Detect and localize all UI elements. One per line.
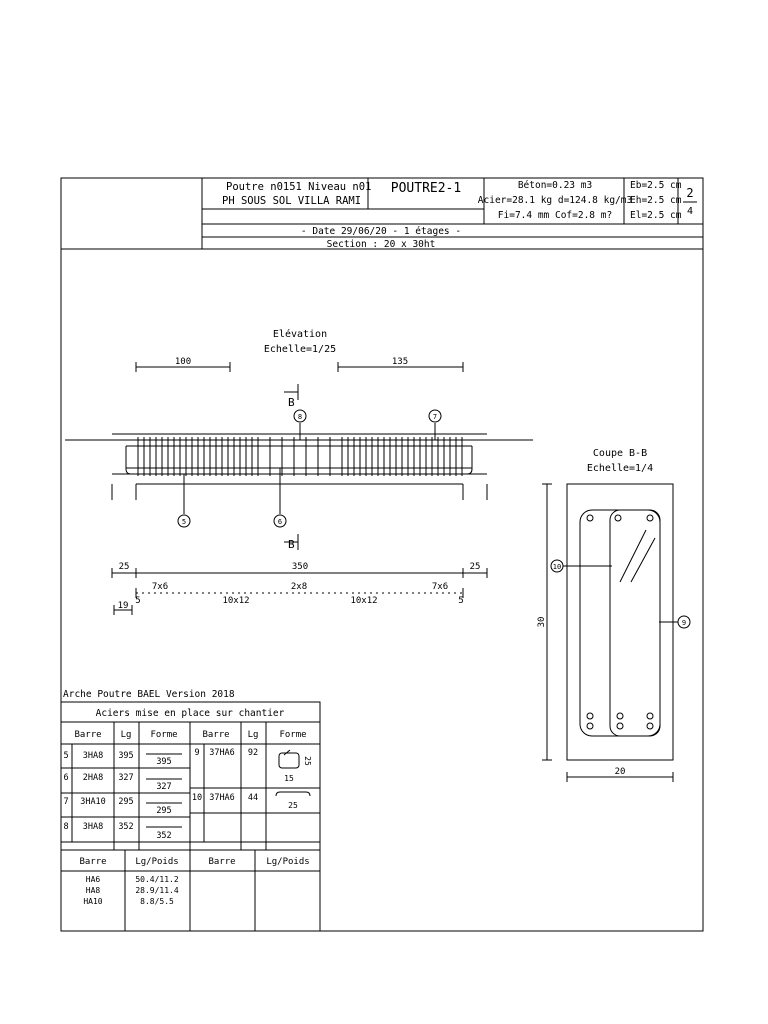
beam-elevation	[65, 384, 533, 550]
row-forme: 327	[156, 782, 172, 792]
summary-lgpoids: 28.9/11.4	[135, 886, 179, 895]
row-barre: 2HA8	[82, 773, 104, 783]
ubar-dim: 25	[288, 801, 298, 810]
header-forme-1: Forme	[150, 730, 178, 740]
page-number: 2	[686, 186, 694, 200]
cover-el: El=2.5 cm	[630, 210, 682, 221]
stirrup-left: 7x6	[151, 582, 169, 592]
row-barre: 37HA6	[209, 793, 235, 803]
section-height: 30	[537, 616, 547, 628]
row-forme: 352	[156, 831, 172, 841]
summary-lgpoids: 50.4/11.2	[135, 875, 179, 884]
row-forme: 395	[156, 757, 172, 767]
project-title: PH SOUS SOL VILLA RAMI	[222, 195, 362, 207]
stirrup-dim-b: 15	[284, 774, 294, 783]
section-mark-10: 10	[552, 563, 562, 571]
row-barre: 37HA6	[209, 748, 235, 758]
row-forme: 295	[156, 806, 172, 816]
stirrup-dim-a: 25	[303, 756, 312, 766]
start-right: 5	[458, 596, 464, 606]
row-lg: 352	[118, 822, 134, 832]
beam-code: POUTRE2-1	[390, 181, 462, 196]
row-num: 7	[63, 797, 69, 807]
stirrup-right: 7x6	[431, 582, 449, 592]
row-lg: 44	[247, 793, 259, 803]
sheet-frame	[61, 178, 703, 931]
dim-left: 25	[118, 562, 130, 572]
section-marker-top: B	[288, 396, 295, 409]
row-barre: 3HA8	[82, 751, 104, 761]
stirrup-mid: 2x8	[290, 582, 308, 592]
date-line: - Date 29/06/20 - 1 étages -	[300, 226, 462, 237]
section-title: Coupe B-B	[592, 448, 648, 459]
start-left: 5	[135, 596, 141, 606]
section-marker-bottom: B	[288, 538, 295, 551]
first-offset: 19	[117, 601, 129, 611]
row-lg: 295	[118, 797, 134, 807]
header-lg-2: Lg	[247, 730, 259, 740]
row-num: 9	[194, 748, 200, 758]
beam-title: Poutre n0151 Niveau n01	[226, 181, 372, 193]
section-width: 20	[614, 767, 626, 777]
row-num: 10	[191, 793, 203, 803]
summary-barre: HA8	[85, 886, 101, 895]
section-mark-9: 9	[681, 619, 687, 627]
row-num: 8	[63, 822, 69, 832]
spacing-right: 10x12	[350, 596, 378, 606]
row-lg: 395	[118, 751, 134, 761]
row-num: 5	[63, 751, 69, 761]
header-lg-1: Lg	[120, 730, 132, 740]
dim-right: 25	[469, 562, 481, 572]
dim-right-top: 135	[391, 357, 409, 367]
cross-section	[542, 484, 678, 782]
row-num: 6	[63, 773, 69, 783]
stirrups-left	[138, 437, 258, 476]
concrete-volume: Béton=0.23 m3	[517, 180, 593, 191]
summary-barre: HA10	[83, 897, 103, 906]
row-barre: 3HA10	[80, 797, 106, 807]
spacing-left: 10x12	[222, 596, 250, 606]
dim-left-top: 100	[174, 357, 192, 367]
steel-weight: Acier=28.1 kg d=124.8 kg/m3	[477, 195, 633, 206]
mark-6: 6	[277, 518, 283, 526]
summary-header-barre-1: Barre	[79, 857, 107, 867]
stirrups-right	[342, 437, 462, 476]
elevation-scale: Echelle=1/25	[263, 344, 337, 355]
dim-total: 350	[291, 562, 309, 572]
elevation-title: Elévation	[272, 329, 328, 340]
cover-eh: Eh=2.5 cm	[630, 195, 682, 206]
summary-barre: HA6	[85, 875, 101, 884]
section-scale: Echelle=1/4	[586, 463, 654, 474]
mark-8: 8	[297, 413, 303, 421]
header-forme-2: Forme	[279, 730, 307, 740]
stirrups-mid	[270, 437, 330, 476]
header-barre-2: Barre	[202, 730, 230, 740]
page-total: 4	[686, 206, 694, 217]
summary-header-lgpoids-2: Lg/Poids	[266, 857, 310, 867]
summary-lgpoids: 8.8/5.5	[140, 897, 174, 906]
mark-7: 7	[432, 413, 438, 421]
summary-header-barre-2: Barre	[208, 857, 236, 867]
row-barre: 3HA8	[82, 822, 104, 832]
row-lg: 92	[247, 748, 259, 758]
summary-header-lgpoids-1: Lg/Poids	[135, 857, 179, 867]
section-line: Section : 20 x 30ht	[326, 239, 436, 250]
row-lg: 327	[118, 773, 134, 783]
fi-cof: Fi=7.4 mm Cof=2.8 m?	[497, 210, 613, 221]
table-title: Aciers mise en place sur chantier	[95, 708, 285, 719]
cover-eb: Eb=2.5 cm	[630, 180, 682, 191]
mark-5: 5	[181, 518, 187, 526]
header-barre-1: Barre	[74, 730, 102, 740]
software-version: Arche Poutre BAEL Version 2018	[63, 689, 235, 700]
